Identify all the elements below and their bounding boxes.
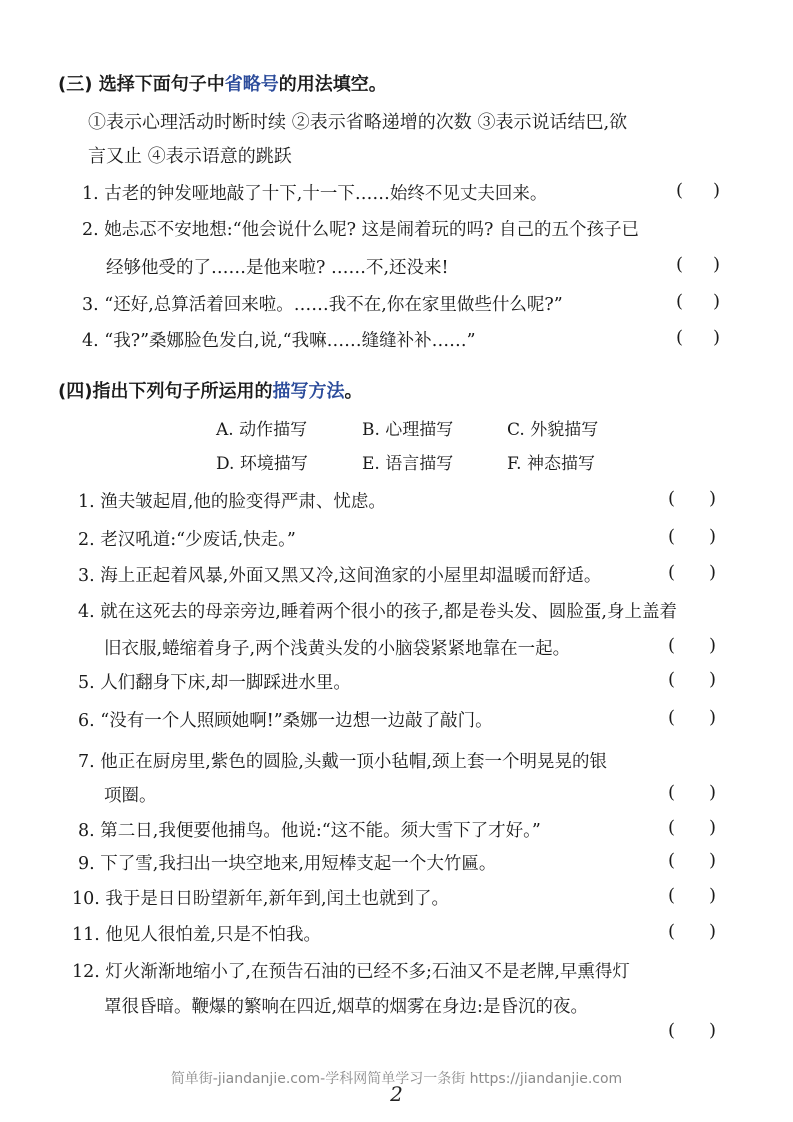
s4-answer-blank-8[interactable]: ( ) (668, 817, 717, 838)
s3-question-2: 2. 她忐忑不安地想:“他会说什么呢? 这是闹着玩的吗? 自己的五个孩子已 (82, 220, 639, 240)
section4-title-suffix: 。 (344, 381, 363, 402)
s4-answer-blank-5[interactable]: ( ) (668, 669, 717, 690)
s4-question-4-cont: 旧衣服,蜷缩着身子,两个浅黄头发的小脑袋紧紧地靠在一起。 (104, 639, 571, 659)
s4-question-12-cont: 罩很昏暗。鞭爆的繁响在四近,烟草的烟雾在身边:是昏沉的夜。 (104, 997, 588, 1017)
section3-title-suffix: 的用法填空。 (278, 74, 387, 95)
s4-answer-blank-2[interactable]: ( ) (668, 526, 717, 547)
s4-answer-blank-7[interactable]: ( ) (668, 782, 717, 803)
s4-question-12: 12. 灯火渐渐地缩小了,在预告石油的已经不多;石油又不是老牌,早熏得灯 (72, 962, 630, 982)
s4-answer-blank-12[interactable]: ( ) (668, 1020, 717, 1041)
section3-options-line2: 言又止 ④表示语意的跳跃 (88, 146, 292, 167)
choice-c: C. 外貌描写 (507, 420, 599, 440)
section4-title-prefix: (四)指出下列句子所运用的 (58, 381, 273, 402)
page-number: 2 (390, 1082, 403, 1106)
s3-answer-blank-1[interactable]: ( ) (676, 180, 721, 201)
s4-question-11: 11. 他见人很怕羞,只是不怕我。 (72, 925, 321, 945)
section3-title-highlight: 省略号 (224, 74, 279, 95)
section4-title-highlight: 描写方法 (272, 381, 345, 402)
s4-question-1: 1. 渔夫皱起眉,他的脸变得严肃、忧虑。 (78, 492, 386, 512)
s4-answer-blank-6[interactable]: ( ) (668, 707, 717, 728)
s3-question-2-cont: 经够他受的了……是他来啦? ……不,还没来! (106, 258, 449, 278)
s4-question-10: 10. 我于是日日盼望新年,新年到,闰土也就到了。 (72, 889, 450, 909)
choice-a: A. 动作描写 (216, 420, 308, 440)
s3-question-3: 3. “还好,总算活着回来啦。……我不在,你在家里做些什么呢?” (82, 295, 563, 315)
s3-answer-blank-3[interactable]: ( ) (676, 291, 721, 312)
s3-answer-blank-4[interactable]: ( ) (676, 327, 721, 348)
s4-question-4: 4. 就在这死去的母亲旁边,睡着两个很小的孩子,都是卷头发、圆脸蛋,身上盖着 (78, 602, 677, 622)
section3-title-prefix: (三) 选择下面句子中 (58, 74, 225, 95)
section4-title (58, 377, 362, 403)
s4-question-9: 9. 下了雪,我扫出一块空地来,用短棒支起一个大竹匾。 (78, 854, 497, 874)
s4-answer-blank-10[interactable]: ( ) (668, 885, 717, 906)
s4-question-7-cont: 项圈。 (104, 786, 157, 806)
s4-answer-blank-4[interactable]: ( ) (668, 635, 717, 656)
s4-answer-blank-9[interactable]: ( ) (668, 850, 717, 871)
choice-d: D. 环境描写 (216, 454, 308, 474)
section3-options-line1: ①表示心理活动时断时续 ②表示省略递增的次数 ③表示说话结巴,欲 (88, 112, 628, 133)
s4-question-5: 5. 人们翻身下床,却一脚踩进水里。 (78, 673, 351, 693)
footer-watermark: 简单街-jiandanjie.com-学科网简单学习一条街 https://jiandanjie.com (170, 1071, 623, 1087)
s4-answer-blank-11[interactable]: ( ) (668, 921, 717, 942)
s3-question-1: 1. 古老的钟发哑地敲了十下,十一下……始终不见丈夫回来。 (82, 184, 548, 204)
s4-answer-blank-3[interactable]: ( ) (668, 562, 717, 583)
choice-b: B. 心理描写 (362, 420, 454, 440)
choice-f: F. 神态描写 (507, 454, 595, 474)
s4-question-7: 7. 他正在厨房里,紫色的圆脸,头戴一顶小毡帽,颈上套一个明晃晃的银 (78, 752, 607, 772)
s4-question-3: 3. 海上正起着风暴,外面又黑又冷,这间渔家的小屋里却温暖而舒适。 (78, 566, 602, 586)
s4-question-6: 6. “没有一个人照顾她啊!”桑娜一边想一边敲了敲门。 (78, 711, 493, 731)
s4-question-2: 2. 老汉吼道:“少废话,快走。” (78, 530, 296, 550)
s3-question-4: 4. “我?”桑娜脸色发白,说,“我嘛……缝缝补补……” (82, 331, 476, 351)
s4-answer-blank-1[interactable]: ( ) (668, 488, 717, 509)
choice-e: E. 语言描写 (362, 454, 454, 474)
s3-answer-blank-2[interactable]: ( ) (676, 254, 721, 275)
s4-question-8: 8. 第二日,我便要他捕鸟。他说:“这不能。须大雪下了才好。” (78, 821, 541, 841)
section3-title (58, 70, 387, 96)
